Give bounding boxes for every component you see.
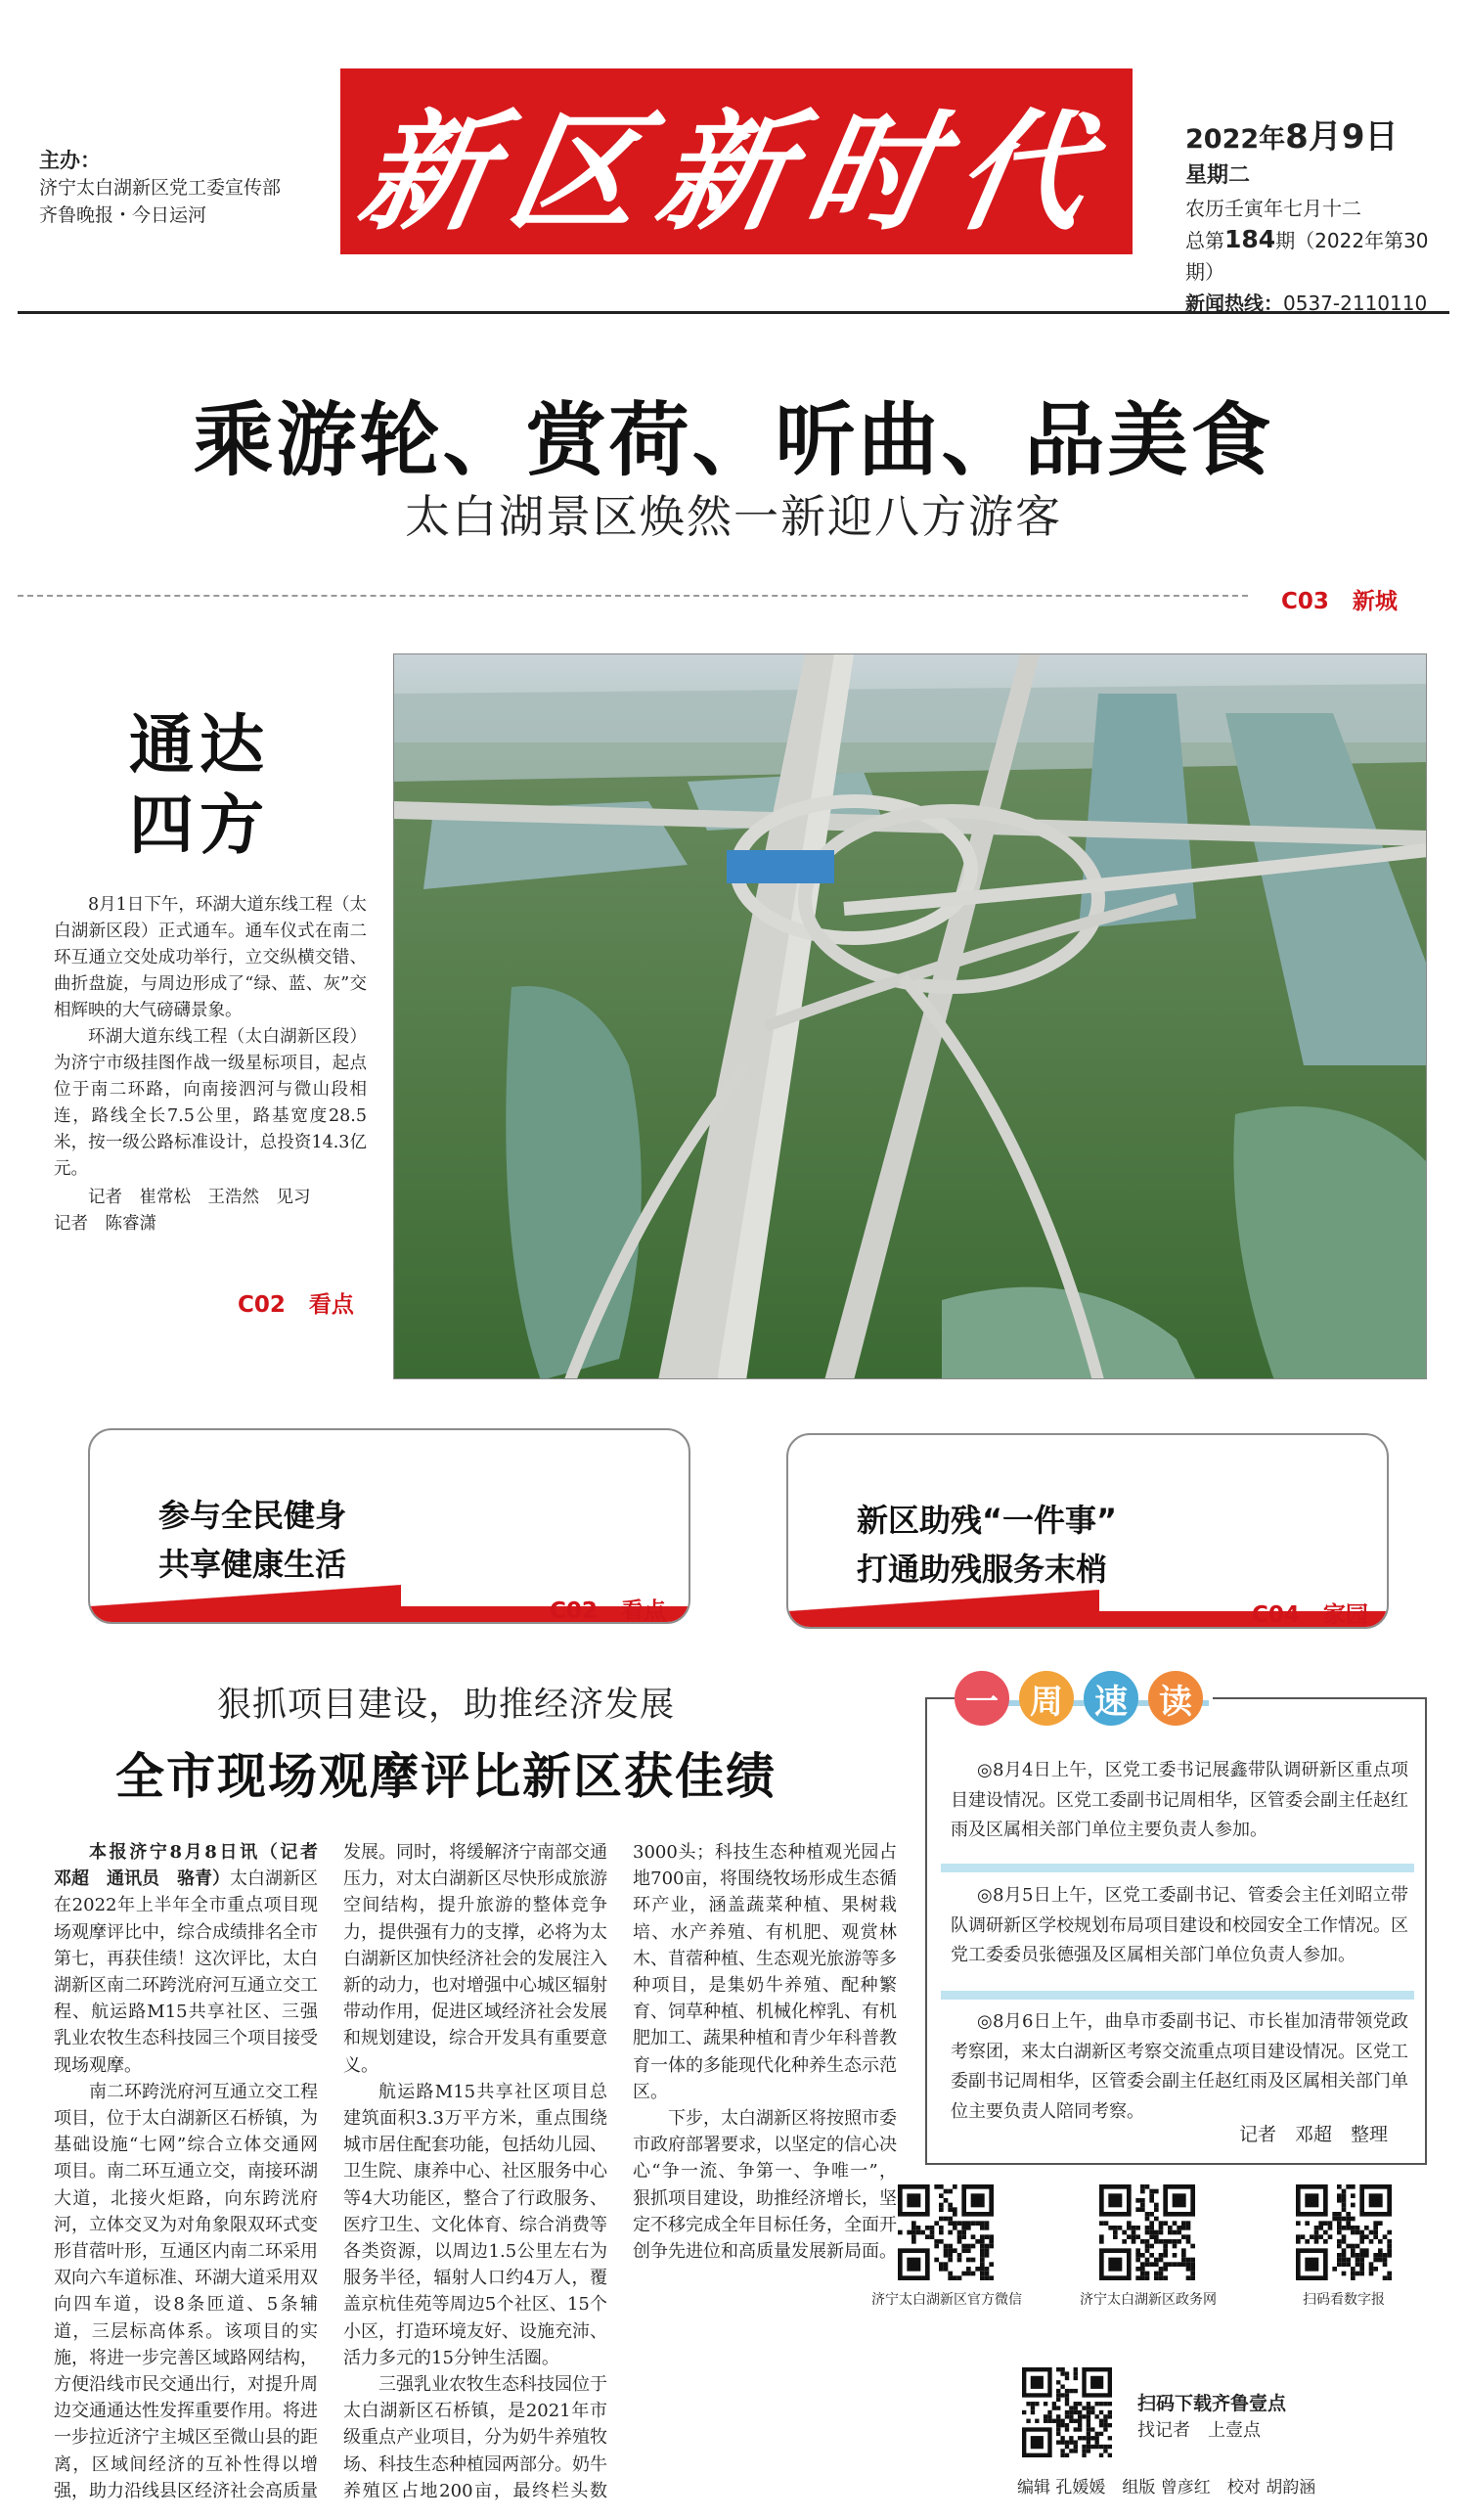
issue-lunar-date: 农历壬寅年七月十二 bbox=[1185, 197, 1361, 220]
editorial-credits: 编辑 孔媛媛 组版 曾彦红 校对 胡韵涵 bbox=[1017, 2478, 1316, 2498]
host-label: 主办： bbox=[39, 149, 101, 172]
article-paragraph: 三强乳业农牧生态科技园位于太白湖新区石桥镇，是2021年市级重点产业项目，分为奶牛养殖牧场、科技生态种植园两部分。奶牛养殖区占地200亩，最终栏头数3000头；科技生态种植观光园占地700亩，将围绕牧场形成生态循环产业，涵盖蔬菜种植、果树栽培、水产养殖、有机肥、观赏林木、苜蓿种植、生态观光旅游等多种项目，是集奶牛养殖、配种繁育、饲草种植、机械化榨乳、有机肥加工、蔬果种植和青少年科普教育一体的多能现代化种养生态示范区。 bbox=[343, 1842, 897, 2501]
article-title[interactable]: 全市现场观摩评比新区获佳绩 bbox=[115, 1747, 777, 1805]
digest-item: ◎8月5日上午，区党工委副书记、管委会主任刘昭立带队调研新区学校规划布局项目建设和校园安全工作情况。区党工委委员张德强及区属相关部门单位负责人参加。 bbox=[951, 1885, 1408, 1965]
download-title: 扫码下载齐鲁壹点 bbox=[1137, 2393, 1287, 2414]
badge-char: 一 bbox=[955, 1671, 1009, 1726]
qr-code-digital-paper[interactable] bbox=[1296, 2184, 1392, 2280]
issue-number: 总第184期（2022年第30期） bbox=[1185, 225, 1429, 284]
feature-byline: 记者 崔常松 王浩然 见习 bbox=[88, 1188, 311, 1207]
host-line-2: 齐鲁晚报・今日运河 bbox=[39, 204, 207, 226]
digest-separator bbox=[941, 1991, 1414, 2000]
qr-code-gov-site[interactable] bbox=[1099, 2184, 1195, 2280]
qr-caption: 扫码看数字报 bbox=[1303, 2292, 1385, 2308]
headline-page-ref[interactable]: C03 新城 bbox=[1281, 589, 1398, 614]
qr-code-app-download[interactable] bbox=[1022, 2367, 1112, 2457]
badge-char: 读 bbox=[1148, 1671, 1203, 1726]
week-digest-badge bbox=[955, 1663, 1213, 1726]
article-paragraph: 下步，太白湖新区将按照市委市政府部署要求，以坚定的信心决心“争一流、争第一、争唯一”，狠抓项目建设，助推经济增长，坚定不移完成全年目标任务，全面开创争先进位和高质量发展新局面。 bbox=[633, 2108, 897, 2263]
lead-subheadline: 太白湖景区焕然一新迎八方游客 bbox=[405, 490, 1062, 543]
photo-illustration bbox=[394, 654, 1427, 1379]
feature-paragraph: 环湖大道东线工程（太白湖新区段）为济宁市级挂图作战一级星标项目，起点位于南二环路，向南接泗河与微山段相连，路线全长7.5公里，路基宽度28.5米，按一级公路标准设计，总投资14.3亿元。 bbox=[54, 1027, 367, 1179]
badge-char: 周 bbox=[1019, 1671, 1074, 1726]
digest-item: ◎8月6日上午，曲阜市委副书记、市长崔加清带领党政考察团，来太白湖新区考察交流重点项目建设情况。区党工委副书记周相华，区管委会副主任赵红雨及区属相关部门单位主要负责人陪同考察。 bbox=[951, 2011, 1408, 2122]
article-paragraph: 南二环跨洸府河互通立交工程项目，位于太白湖新区石桥镇，为基础设施“七网”综合立体交通网项目。南二环互通立交，南接环湖大道，北接火炬路，向东跨洸府河，立体交叉为对角象限双环式变形苜蓿叶形，互通区内南二环采用双向六车道标准、环湖大道采用双向四车道，设8条匝道、5条辅道，三层标高体系。该项目的实施，将进一步完善区域路网结构，方便沿线市民交通出行，对提升周边交通通达性发挥重要作用。将进一步拉近济宁主城区至微山县的距离，区域间经济的互补性得以增强，助力沿线县区经济社会高质量发展。同时，将缓解济宁南部交通压力，对太白湖新区尽快形成旅游空间结构，提升旅游的整体竞争力，提供强有力的支撑，必将为太白湖新区加快经济社会的发展注入新的动力，也对增强中心城区辐射带动作用，促进区域经济社会发展和规划建设，综合开发具有重要意义。 bbox=[54, 1842, 607, 2501]
host-line-1: 济宁太白湖新区党工委宣传部 bbox=[39, 177, 282, 199]
digest-item: ◎8月4日上午，区党工委书记展鑫带队调研新区重点项目建设情况。区党工委副书记周相华，区管委会副主任赵红雨及区属相关部门单位主要负责人参加。 bbox=[951, 1760, 1408, 1840]
article-paragraph: 航运路M15共享社区项目总建筑面积3.3万平方米，重点围绕城市居住配套功能，包括幼儿园、卫生院、康养中心、社区服务中心等4大功能区，整合了行政服务、医疗卫生、文化体育、综合消费等各类资源，以周边1.5公里左右为服务半径，辐射人口约4万人，覆盖京杭佳苑等周边5个社区、15个小区，打造环境友好、设施充沛、活力多元的15分钟生活圈。 bbox=[343, 2081, 607, 2368]
download-subtitle: 找记者 上壹点 bbox=[1137, 2420, 1261, 2441]
host-info bbox=[39, 147, 281, 229]
feature-byline: 记者 陈睿潇 bbox=[54, 1214, 156, 1234]
teaser-page-ref[interactable]: C04 家园 bbox=[1252, 1602, 1368, 1628]
qr-code-wechat[interactable] bbox=[898, 2184, 994, 2280]
masthead-divider bbox=[18, 311, 1449, 314]
qr-caption: 济宁太白湖新区政务网 bbox=[1080, 2292, 1217, 2308]
digest-separator bbox=[941, 1864, 1414, 1872]
headline-divider bbox=[18, 595, 1248, 597]
digest-signature: 记者 邓超 整理 bbox=[1238, 2124, 1388, 2145]
feature-paragraph: 8月1日下午，环湖大道东线工程（太白湖新区段）正式通车。通车仪式在南二环互通立交处成功举行，立交纵横交错、曲折盘旋，与周边形成了“绿、蓝、灰”交相辉映的大气磅礴景象。 bbox=[54, 895, 367, 1020]
masthead-logo bbox=[340, 68, 1133, 254]
article-paragraph: 本报济宁8月8日讯（记者 邓超 通讯员 骆青）太白湖新区在2022年上半年全市重点项目现场观摩评比中，综合成绩排名全市第七，再获佳绩！这次评比，太白湖新区南二环跨洸府河互通立交工程、航运路M15共享社区、三强乳业农牧生态科技园三个项目接受现场观摩。 bbox=[54, 1842, 335, 2076]
issue-date: 2022年8月9日 bbox=[1185, 117, 1399, 157]
article-dateline: 本报济宁8月8日讯（记者 邓超 通讯员 骆青） bbox=[54, 1842, 335, 1890]
issue-weekday: 星期二 bbox=[1185, 163, 1251, 188]
interchange-aerial-photo bbox=[393, 653, 1427, 1379]
feature-body bbox=[54, 892, 367, 1238]
app-download-text bbox=[1137, 2390, 1286, 2445]
badge-char: 速 bbox=[1084, 1671, 1138, 1726]
issue-info bbox=[1185, 117, 1440, 319]
news-hotline: 新闻热线：0537-2110110 bbox=[1185, 292, 1428, 315]
feature-title: 通达 四方 bbox=[129, 706, 270, 863]
teaser-line: 新区助残“一件事” bbox=[857, 1502, 1118, 1539]
week-digest-box bbox=[925, 1697, 1427, 2165]
teaser-line: 共享健康生活 bbox=[158, 1546, 347, 1583]
teaser-line: 打通助残服务末梢 bbox=[857, 1551, 1108, 1588]
article-body bbox=[54, 1839, 897, 2514]
masthead-title: 新区新时代 bbox=[349, 97, 1120, 248]
article-kicker: 狠抓项目建设，助推经济发展 bbox=[216, 1686, 675, 1725]
lead-headline[interactable]: 乘游轮、赏荷、听曲、品美食 bbox=[193, 393, 1274, 487]
teaser-page-ref[interactable]: C02 看点 bbox=[550, 1598, 666, 1624]
feature-page-ref[interactable]: C02 看点 bbox=[238, 1292, 354, 1318]
qr-caption: 济宁太白湖新区官方微信 bbox=[871, 2292, 1022, 2308]
teaser-line: 参与全民健身 bbox=[158, 1497, 347, 1534]
